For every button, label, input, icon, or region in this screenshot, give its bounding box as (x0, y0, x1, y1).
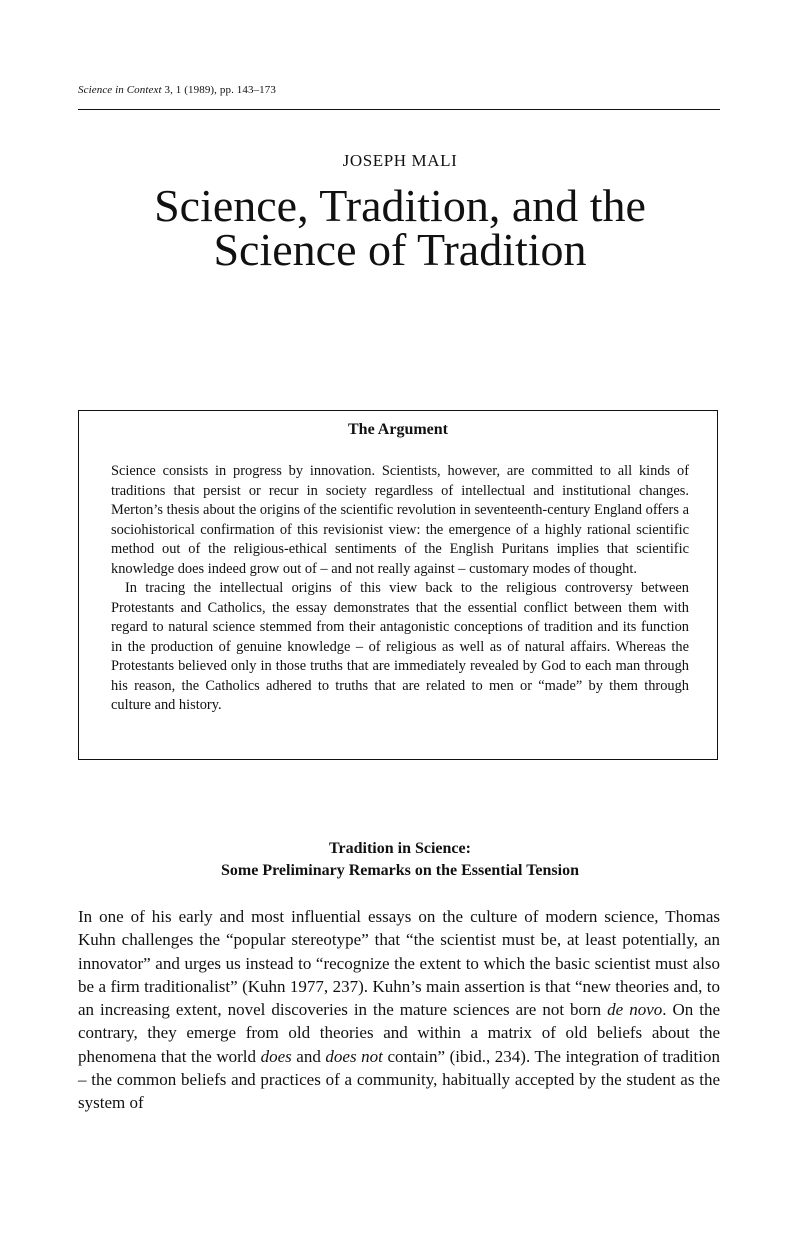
body-text-part-3: and (291, 1046, 326, 1066)
section-heading-line-1: Tradition in Science: (329, 840, 471, 857)
section-heading (0, 838, 800, 882)
running-head (78, 84, 276, 96)
journal-citation: 3, 1 (1989), pp. 143–173 (161, 84, 276, 96)
abstract-paragraph-2: In tracing the intellectual origins of this view back to the religious controversy between Protestants and Catholics, the essay demonstrates that the essential conflict between them with regard to natural science stemmed from their antagonistic conceptions of tradition and its function in the production of genuine knowledge – of religious as well as of natural affairs. Whereas the Protestants believed only in those truths that are immediately revealed by God to each man through his reason, the Catholics adhered to truths that are related to men or “made” by them through culture and history. (111, 580, 689, 713)
abstract-heading: The Argument (348, 421, 448, 438)
abstract-box (78, 410, 718, 760)
header-rule (78, 109, 720, 110)
abstract-paragraph-1: Science consists in progress by innovation. Scientists, however, are committed to all kinds of traditions that persist or recur in society regardless of intellectual and institutional changes. Merton’s thesis about the origins of the scientific revolution in seventeenth-century England offers a sociohistorical confirmation of this revisionist view: the emergence of a highly rational scientific method out of the religious-ethical sentiments of the English Puritans implies that scientific knowledge does indeed grow out of – and not really against – customary modes of thought. (111, 463, 689, 577)
title-line-2: Science of Tradition (213, 224, 587, 275)
journal-name: Science in Context (78, 84, 162, 96)
body-text-part-2: . On the contrary, they emerge from old theories and within a matrix of old beliefs about the phenomena that the world (78, 1000, 721, 1066)
body-emphasis-1: de novo (607, 1000, 663, 1020)
section-heading-line-2: Some Preliminary Remarks on the Essential Tension (221, 862, 579, 879)
article-title (0, 180, 800, 275)
body-emphasis-2: does (260, 1046, 292, 1066)
title-line-1: Science, Tradition, and the (154, 180, 646, 231)
body-text-part-1: In one of his early and most influential essays on the culture of modern science, Thomas Kuhn challenges the “popular stereotype” that “the scientist must be, at least potentially, an innovator” and urges us instead to “recognize the extent to which the basic scientist must also be a firm traditionalist” (Kuhn 1977, 237). Kuhn’s main assertion is that “new theories and, to an increasing extent, novel discoveries in the mature sciences are not born (78, 907, 720, 1020)
abstract-body (111, 462, 689, 716)
body-paragraph (78, 905, 720, 1115)
author-name: JOSEPH MALI (342, 151, 458, 170)
body-text-part-4: contain” (ibid., 234). The integration of tradition – the common beliefs and practices of a community, habitually accepted by the student as the system of (78, 1046, 721, 1113)
body-emphasis-3: does not (325, 1046, 383, 1066)
